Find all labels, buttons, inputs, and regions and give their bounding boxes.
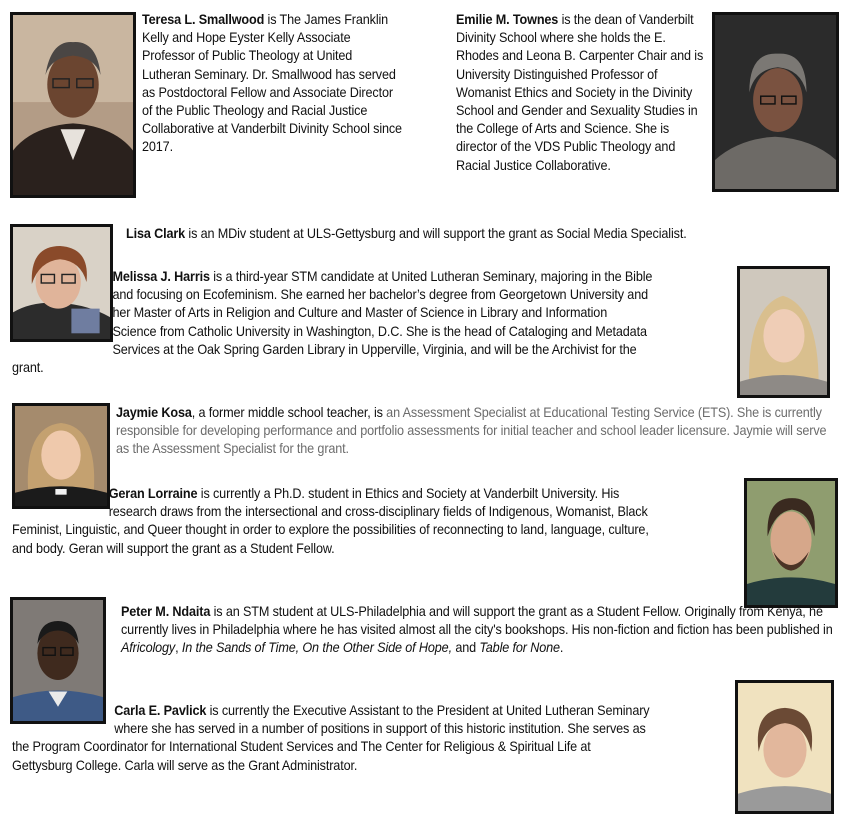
separator: , bbox=[175, 640, 182, 656]
photo-melissa-harris bbox=[737, 266, 830, 398]
bio-jaymie-kosa bbox=[116, 404, 836, 459]
bio-name: Geran Lorraine bbox=[108, 486, 198, 501]
photo-geran-lorraine bbox=[744, 478, 838, 608]
separator: and bbox=[451, 640, 480, 656]
bio-name: Teresa L. Smallwood bbox=[142, 12, 265, 27]
wrap-spacer bbox=[12, 485, 109, 521]
bio-name: Melissa J. Harris bbox=[112, 269, 210, 284]
wrap-spacer bbox=[12, 268, 112, 348]
bio-melissa-harris bbox=[12, 268, 746, 380]
bio-text-grey: an Assessment Specialist at Educational Testing Service (ETS). She is currently responsible for developing performance and portfolio assessments for initial teacher and school leader licensure. Jaymie will serve as the Assessment Specialist for the grant. bbox=[116, 405, 827, 457]
bio-teresa-smallwood bbox=[142, 11, 404, 157]
bio-carla-pavlick bbox=[12, 702, 749, 822]
bio-emilie-townes bbox=[456, 11, 709, 175]
photo-emilie-townes bbox=[712, 12, 839, 192]
bio-text: is a third-year STM candidate at United Lutheran Seminary, majoring in the Bible and focusing on Ecofeminism. She earned her bachelor’s degree from Georgetown University and her Master of Arts in Religion and Culture and Master of Science in Library and Information Science from Catholic University in Washington, D.C. She is the head of Cataloging and Metadata Services at the Oak Spring Garden Library in Upperville, Virginia, and will be the Archivist for the grant. bbox=[12, 269, 653, 376]
bio-text: is the dean of Vanderbilt Divinity School where she holds the E. Rhodes and Leona B. Carpenter Chair and is University Distinguished Professor of Womanist Ethics and Society in the Divinity School and Gender and Sexuality Studies in the College of Arts and Science. She is director of the VDS Public Theology and Racial Justice Collaborative. bbox=[456, 12, 704, 173]
bio-text: is currently the Executive Assistant to the President at United Lutheran Seminary where she has served in a number of positions in support of this historic institution. She serves as the Program Coordinator for International Student Services and The Center for Religious & Spiritual Life at Gettysburg College. Carla will serve as the Grant Administrator. bbox=[12, 703, 650, 773]
wrap-spacer bbox=[653, 485, 752, 609]
book-title: Table for None bbox=[479, 640, 560, 656]
bio-name: Lisa Clark bbox=[126, 226, 186, 241]
bio-text: is currently a Ph.D. student in Ethics and Society at Vanderbilt University. His research draws from the intersectional and cross-disciplinary fields of Indigenous, Womanist, Black Feminist, Linguistic, and Queer thought in order to explore the possibilities of reconnecting to land, language, culture, and body. Geran will support the grant as a Student Fellow. bbox=[12, 486, 649, 556]
wrap-spacer bbox=[651, 702, 750, 822]
bio-peter-ndaita bbox=[121, 603, 837, 658]
bio-lisa-clark bbox=[126, 225, 842, 243]
book-title: In the Sands of Time, On the Other Side of Hope, bbox=[181, 640, 452, 656]
bio-name: Carla E. Pavlick bbox=[114, 703, 207, 718]
wrap-spacer bbox=[653, 268, 746, 380]
bio-text: is The James Franklin Kelly and Hope Eyster Kelly Associate Professor of Public Theology at United Lutheran Seminary. Dr. Smallwood has served as Postdoctoral Fellow and Associate Director of the Public Theology and Racial Justice Collaborative at Vanderbilt Divinity School since 2017. bbox=[142, 12, 402, 155]
bio-name: Emilie M. Townes bbox=[456, 12, 559, 27]
separator: . bbox=[559, 640, 564, 656]
photo-carla-pavlick bbox=[735, 680, 834, 814]
bio-geran-lorraine bbox=[12, 485, 751, 609]
wrap-spacer bbox=[12, 702, 114, 738]
bio-text: is an STM student at ULS-Philadelphia and will support the grant as a Student Fellow. Originally from Kenya, he currently lives in Philadelphia where he has visited almost all the city's bookshops. His non-fiction and fiction has been published in bbox=[121, 604, 833, 638]
bio-name: Jaymie Kosa bbox=[116, 405, 192, 420]
bio-text: is an MDiv student at ULS-Gettysburg and will support the grant as Social Media Specialist. bbox=[185, 226, 687, 241]
book-title: Africology bbox=[121, 640, 176, 656]
bio-name: Peter M. Ndaita bbox=[121, 604, 211, 619]
bio-text: , a former middle school teacher, is bbox=[191, 405, 387, 420]
photo-teresa-smallwood bbox=[10, 12, 136, 198]
